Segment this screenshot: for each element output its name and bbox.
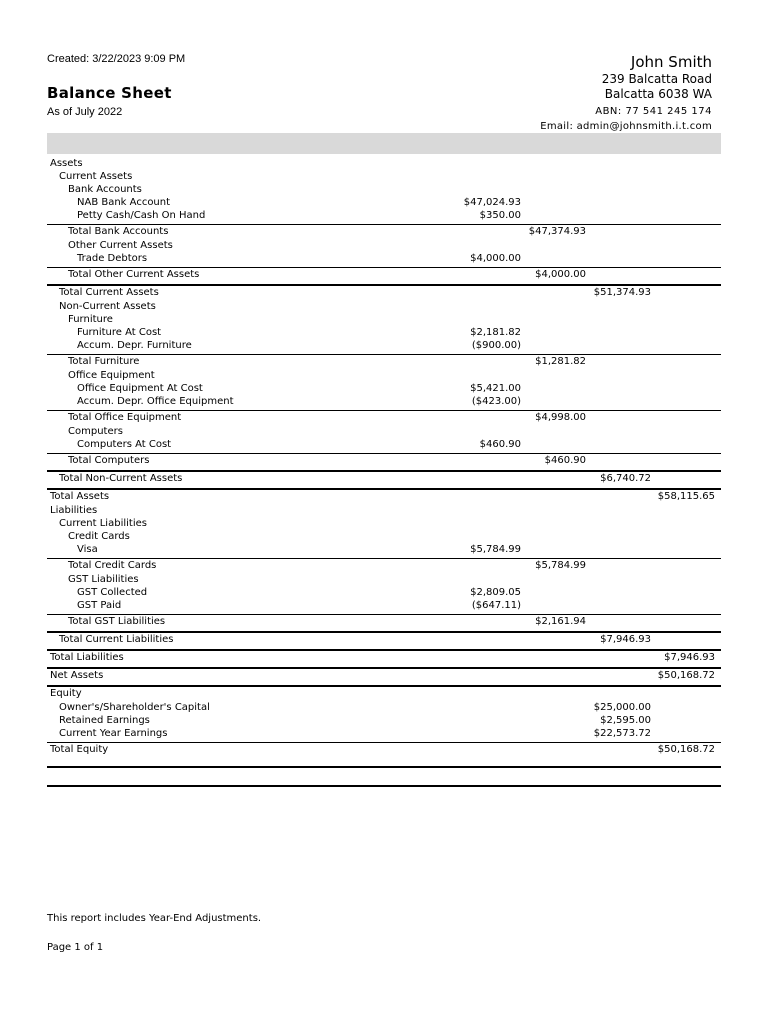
row-amount: $25,000.00 [593, 702, 651, 713]
table-row [47, 382, 721, 395]
page-number: Page 1 of 1 [47, 942, 104, 953]
row-amount: $7,946.93 [664, 652, 715, 663]
row-amount: ($423.00) [471, 396, 521, 407]
row-label: GST Paid [77, 600, 122, 611]
company-email: Email: admin@johnsmith.i.t.com [540, 121, 712, 132]
table-row [47, 354, 721, 369]
row-label: Total Current Liabilities [59, 634, 174, 645]
table-row [47, 239, 721, 252]
table-row [47, 300, 721, 313]
table-row [47, 284, 721, 300]
row-amount: $6,740.72 [600, 473, 651, 484]
table-row [47, 667, 721, 683]
table-row [47, 573, 721, 586]
row-amount: $2,161.94 [535, 616, 586, 627]
row-amount: $4,998.00 [535, 412, 586, 423]
row-amount: $5,421.00 [470, 383, 521, 394]
table-row [47, 742, 721, 757]
row-label: Furniture [68, 314, 113, 325]
table-row [47, 267, 721, 282]
row-label: Petty Cash/Cash On Hand [77, 210, 206, 221]
table-row [47, 631, 721, 647]
row-amount: $47,374.93 [528, 226, 586, 237]
row-amount: $2,809.05 [470, 587, 521, 598]
row-amount: $5,784.99 [470, 544, 521, 555]
report-end-rule [47, 785, 721, 787]
row-amount: $2,595.00 [600, 715, 651, 726]
row-label: Total Non-Current Assets [59, 473, 183, 484]
row-label: Total GST Liabilities [68, 616, 166, 627]
table-row [47, 543, 721, 556]
row-label: Computers [68, 426, 123, 437]
table-row [47, 183, 721, 196]
row-label: Net Assets [50, 670, 104, 681]
row-label: Accum. Depr. Office Equipment [77, 396, 234, 407]
created-timestamp: Created: 3/22/2023 9:09 PM [47, 53, 186, 65]
table-row [47, 727, 721, 740]
company-abn: ABN: 77 541 245 174 [595, 106, 712, 117]
table-row [47, 614, 721, 629]
table-row [47, 586, 721, 599]
table-row [47, 438, 721, 451]
row-label: Current Year Earnings [59, 728, 168, 739]
row-label: Assets [50, 158, 83, 169]
row-label: Total Other Current Assets [68, 269, 200, 280]
row-amount: $460.90 [479, 439, 521, 450]
table-row [47, 517, 721, 530]
row-label: Liabilities [50, 505, 98, 516]
row-label: Total Assets [50, 491, 110, 502]
table-row [47, 488, 721, 504]
row-amount: ($900.00) [471, 340, 521, 351]
row-label: Total Office Equipment [68, 412, 182, 423]
table-row [47, 504, 721, 517]
row-label: Furniture At Cost [77, 327, 162, 338]
row-amount: $22,573.72 [593, 728, 651, 739]
row-label: Non-Current Assets [59, 301, 156, 312]
table-row [47, 425, 721, 438]
row-label: Total Bank Accounts [68, 226, 169, 237]
row-label: Equity [50, 688, 82, 699]
row-amount: $1,281.82 [535, 356, 586, 367]
row-amount: $4,000.00 [470, 253, 521, 264]
row-label: Other Current Assets [68, 240, 173, 251]
row-amount: $4,000.00 [535, 269, 586, 280]
table-row [47, 685, 721, 701]
report-title: Balance Sheet [47, 84, 172, 102]
company-block [540, 52, 712, 134]
table-row [47, 252, 721, 265]
table-row [47, 558, 721, 573]
company-name: John Smith [630, 53, 712, 71]
row-label: Computers At Cost [77, 439, 172, 450]
row-amount: $58,115.65 [657, 491, 715, 502]
row-label: Total Liabilities [50, 652, 124, 663]
row-label: Current Assets [59, 171, 133, 182]
table-row [47, 196, 721, 209]
table-row [47, 157, 721, 170]
table-row [47, 530, 721, 543]
row-label: Credit Cards [68, 531, 130, 542]
row-label: NAB Bank Account [77, 197, 171, 208]
table-row [47, 714, 721, 727]
row-label: GST Collected [77, 587, 148, 598]
row-label: Total Current Assets [59, 287, 159, 298]
table-row [47, 649, 721, 665]
row-label: Retained Earnings [59, 715, 150, 726]
table-row [47, 170, 721, 183]
table-row [47, 224, 721, 239]
table-row [47, 453, 721, 468]
table-row [47, 209, 721, 222]
table-row [47, 339, 721, 352]
row-label: Owner's/Shareholder's Capital [59, 702, 210, 713]
balance-sheet-table [47, 157, 721, 757]
company-address-line1: 239 Balcatta Road [601, 72, 712, 86]
table-row [47, 326, 721, 339]
table-row [47, 313, 721, 326]
table-row [47, 599, 721, 612]
row-amount: ($647.11) [471, 600, 521, 611]
row-amount: $5,784.99 [535, 560, 586, 571]
table-row [47, 410, 721, 425]
row-label: Office Equipment [68, 370, 155, 381]
row-label: Total Computers [68, 455, 150, 466]
row-label: Accum. Depr. Furniture [77, 340, 192, 351]
equity-bottom-rule [47, 766, 721, 768]
table-row [47, 701, 721, 714]
row-amount: $50,168.72 [657, 744, 715, 755]
row-amount: $51,374.93 [593, 287, 651, 298]
row-amount: $50,168.72 [657, 670, 715, 681]
row-label: Bank Accounts [68, 184, 142, 195]
row-label: Trade Debtors [77, 253, 148, 264]
row-amount: $2,181.82 [470, 327, 521, 338]
row-label: GST Liabilities [68, 574, 139, 585]
report-date: As of July 2022 [47, 106, 123, 118]
table-row [47, 470, 721, 486]
row-amount: $7,946.93 [600, 634, 651, 645]
row-label: Visa [77, 544, 98, 555]
footnote: This report includes Year-End Adjustments. [47, 913, 262, 924]
company-address-line2: Balcatta 6038 WA [604, 87, 712, 101]
row-label: Total Credit Cards [68, 560, 157, 571]
row-label: Office Equipment At Cost [77, 383, 203, 394]
table-row [47, 369, 721, 382]
row-amount: $47,024.93 [463, 197, 521, 208]
header-band [47, 133, 721, 154]
table-row [47, 395, 721, 408]
row-label: Current Liabilities [59, 518, 147, 529]
row-amount: $460.90 [544, 455, 586, 466]
row-amount: $350.00 [479, 210, 521, 221]
row-label: Total Furniture [68, 356, 140, 367]
row-label: Total Equity [50, 744, 109, 755]
